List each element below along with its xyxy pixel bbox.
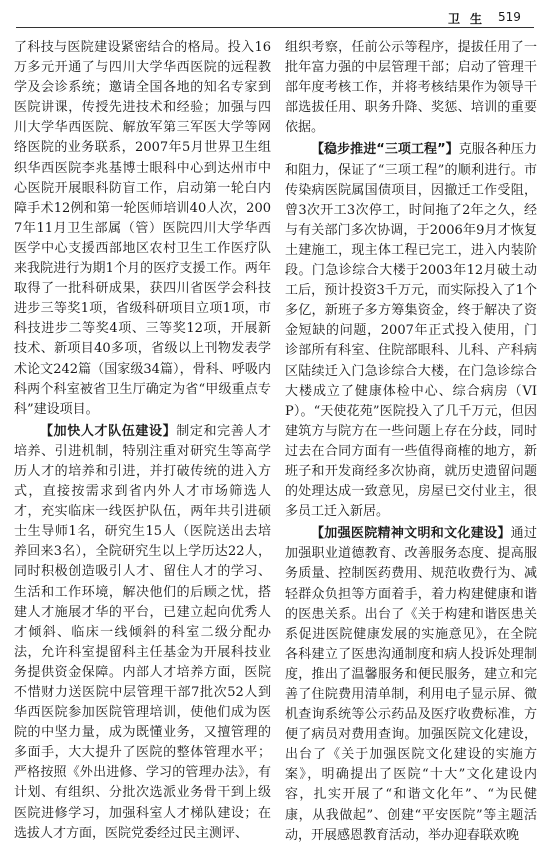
section-title: 卫生 — [448, 12, 493, 26]
body-three-projects: 克服各种压力和阻力，保证了“三项工程”的顺利进行。市传染病医院属国债项目，因撤迁工作受阻，曾3次开工3次停工，时间拖了2年之久，经与有关部门多次协调，于2006年9月才恢复土建施工，现主体工程已完工，进入内装阶段。门急诊综合大楼于2003年12月破土动工后，预计投资3千万元，而实际投入了1个多亿，新班子多方筹集资金，终于解决了资金短缺的问题，2007年正式投入使用，门诊部所有科室、住院部眼科、儿科、产科病区陆续迁入门急诊综合大楼，在门急诊综合大楼成立了健康体检中心、综合病房（VIP）。“天使花苑”医院投入了几千万元，但因建筑方与院方在一些问题上存在分歧，同时过去在合同方面有一些值得商榷的地方，新班子和开发商经多次协商，就历史遗留问题的处理达成一致意见，房屋已交付业主，很多员工迁入新居。 — [285, 142, 537, 520]
right-column — [285, 38, 537, 846]
page-number: 519 — [498, 10, 521, 24]
paragraph-talent — [14, 422, 271, 844]
paragraph-cadre-selection: 组织考察，任前公示等程序，提拔任用了一批年富力强的中层管理干部；启动了管理干部年度考核工作，并将考核结果作为领导干部选拔任用、职务升降、奖惩、培训的重要依据。 — [285, 40, 537, 136]
heading-talent: 【加快人才队伍建设】 — [40, 423, 177, 439]
heading-three-projects: 【稳步推进“三项工程”】 — [311, 142, 459, 158]
heading-culture: 【加强医院精神文明和文化建设】 — [311, 526, 511, 542]
paragraph-tech-cooperation: 了科技与医院建设紧密结合的格局。投入16万多元开通了与四川大学华西医院的远程教学及会诊系统；邀请全国各地的知名专家到医院讲课，传授先进技术和经验；加强与四川大学华西医院、解放军第三军医大学等网络医院的业务联系，2007年5月世界卫生组织华西医院李兆基博士眼科中心到达州市中心医院开展眼科防盲工作，启动第一轮白内障手术12例和第一轮医师培训40人次，2007年11月卫生部属（管）医院四川大学华西医学中心支援西部地区农村卫生工作医疗队来我院进行为期1个月的医疗支援工作。两年取得了一批科研成果，获四川省医学会科技进步三等奖1项，省级科研项目立项1项，市科技进步二等奖4项、三等奖12项，开展新技术、新项目40多项，省级以上刊物发表学术论文242篇（国家级34篇），骨科、呼吸内科两个科室被省卫生厅确定为省“甲级重点专科”建设项目。 — [14, 40, 271, 417]
running-header — [0, 0, 550, 28]
paragraph-three-projects — [285, 140, 537, 522]
body-culture: 通过加强职业道德教育、改善服务态度、提高服务质量、控制医药费用、规范收费行为、减轻群众负担等方面着手，着力构建健康和谐的医患关系。出台了《关于构建和谐医患关系促进医院健康发展的实施意见》，在全院各科建立了医患沟通制度和病人投诉处理制度，推出了温馨服务和便民服务，建立和完善了住院费用清单制，利用电子显示屏、微机查询系统等公示药品及医疗收费标准，方便了病员对费用查询。加强医院文化建设，出台了《关于加强医院文化建设的实施方案》，明确提出了医院“十大”文化建设内容，扎实开展了“和谐文化年”、“为民健康，从我做起”、创建“平安医院”等主题活动，开展感恩教育活动，举办迎春联欢晚 — [285, 526, 537, 843]
header-rule — [16, 27, 534, 28]
body-talent: 制定和完善人才培养、引进机制，特别注重对研究生等高学历人才的培养和引进，并打破传统的进入方式，直接按需求到省内外人才市场筛选人才，充实临床一线医护队伍，两年共引进硕士生导师1名，研究生15人（医院送出去培养回来3名），全院研究生以上学历达22人，同时积极创造吸引人才、留住人才的学习、生活和工作环境，解决他们的后顾之忧，搭建人才施展才华的平台，已建立起向优秀人才倾斜、临床一线倾斜的科室二级分配办法，允许科室提留科主任基金为开展科技业务提供资金保障。内部人才培养方面，医院不惜财力送医院中层管理干部7批次52人到华西医院参加医院管理培训，使他们成为医院的中坚力量，成为既懂业务，又擅管理的多面手，大大提升了医院的整体管理水平；严格按照《外出进修、学习的管理办法》，有计划、有组织、分批次选派业务骨干到上级医院进修学习，加强科室人才梯队建设；在选拔人才方面，医院党委经过民主测评、 — [14, 423, 271, 841]
paragraph-culture — [285, 524, 537, 846]
left-column — [14, 38, 271, 844]
